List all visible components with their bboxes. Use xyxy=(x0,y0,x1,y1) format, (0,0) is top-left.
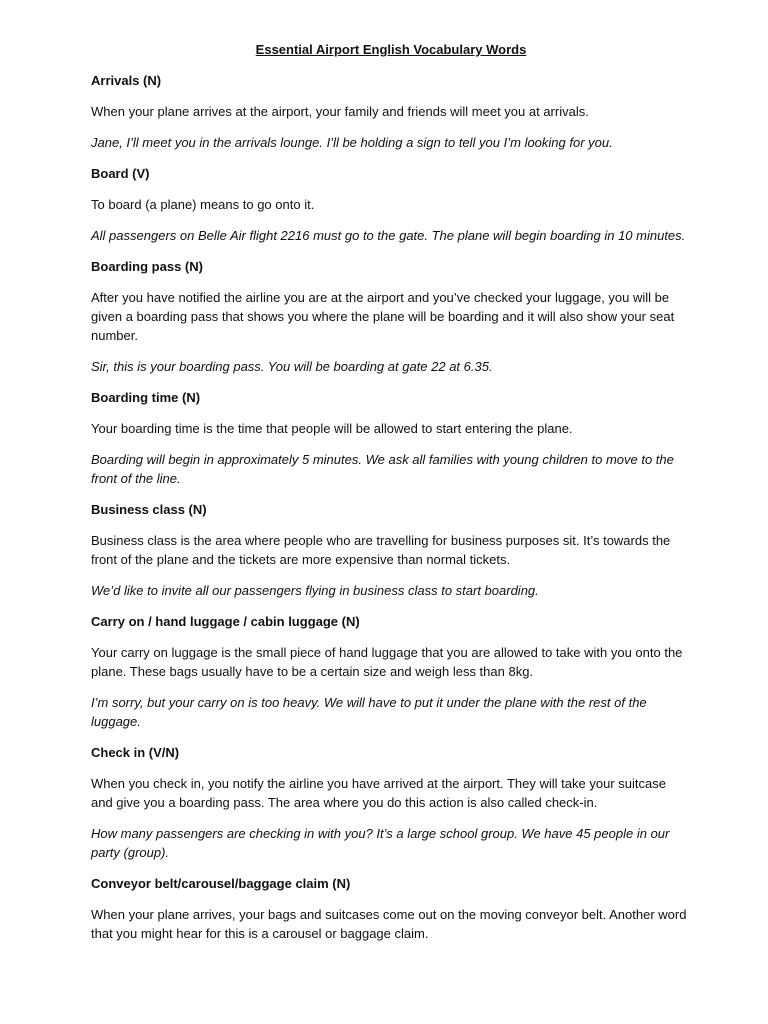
term-definition: To board (a plane) means to go onto it. xyxy=(91,197,315,212)
term-definition: When your plane arrives at the airport, your family and friends will meet you at arrivals. xyxy=(91,104,589,119)
entry-carry-on xyxy=(91,612,691,731)
term-definition: After you have notified the airline you are at the airport and you’ve checked your luggage, you will be given a boarding pass that shows you where the plane will be boarding and it will also show your seat number. xyxy=(91,290,675,343)
term-heading: Conveyor belt/carousel/baggage claim (N) xyxy=(91,876,351,891)
entry-arrivals xyxy=(91,71,691,152)
entry-check-in xyxy=(91,743,691,862)
term-example: Jane, I’ll meet you in the arrivals lounge. I’ll be holding a sign to tell you I’m looking for you. xyxy=(91,135,613,150)
term-example: All passengers on Belle Air flight 2216 must go to the gate. The plane will begin boarding in 10 minutes. xyxy=(91,228,686,243)
term-example: I’m sorry, but your carry on is too heavy. We will have to put it under the plane with the rest of the luggage. xyxy=(91,695,647,729)
term-heading: Boarding time (N) xyxy=(91,390,201,405)
term-definition: When your plane arrives, your bags and suitcases come out on the moving conveyor belt. Another word that you might hear for this is a carousel or baggage claim. xyxy=(91,907,687,941)
entry-business-class xyxy=(91,500,691,600)
term-heading: Arrivals (N) xyxy=(91,73,162,88)
term-example: We’d like to invite all our passengers flying in business class to start boarding. xyxy=(91,583,539,598)
term-definition: Your boarding time is the time that people will be allowed to start entering the plane. xyxy=(91,421,573,436)
term-example: How many passengers are checking in with you? It’s a large school group. We have 45 people in our party (group). xyxy=(91,826,670,860)
entry-boarding-time xyxy=(91,388,691,488)
entry-conveyor-belt xyxy=(91,874,691,943)
document-title: Essential Airport English Vocabulary Words xyxy=(255,42,527,57)
term-heading: Business class (N) xyxy=(91,502,207,517)
term-definition: Your carry on luggage is the small piece of hand luggage that you are allowed to take with you onto the plane. These bags usually have to be a certain size and weigh less than 8kg. xyxy=(91,645,683,679)
term-definition: When you check in, you notify the airline you have arrived at the airport. They will take your suitcase and give you a boarding pass. The area where you do this action is also called check-in. xyxy=(91,776,666,810)
entry-board xyxy=(91,164,691,245)
term-example: Boarding will begin in approximately 5 minutes. We ask all families with young children to move to the front of the line. xyxy=(91,452,674,486)
term-heading: Carry on / hand luggage / cabin luggage (N) xyxy=(91,614,360,629)
document-page xyxy=(91,40,691,955)
term-example: Sir, this is your boarding pass. You will be boarding at gate 22 at 6.35. xyxy=(91,359,493,374)
term-heading: Boarding pass (N) xyxy=(91,259,203,274)
term-heading: Board (V) xyxy=(91,166,150,181)
term-heading: Check in (V/N) xyxy=(91,745,180,760)
term-definition: Business class is the area where people who are travelling for business purposes sit. It’s towards the front of the plane and the tickets are more expensive than normal tickets. xyxy=(91,533,671,567)
entry-boarding-pass xyxy=(91,257,691,376)
